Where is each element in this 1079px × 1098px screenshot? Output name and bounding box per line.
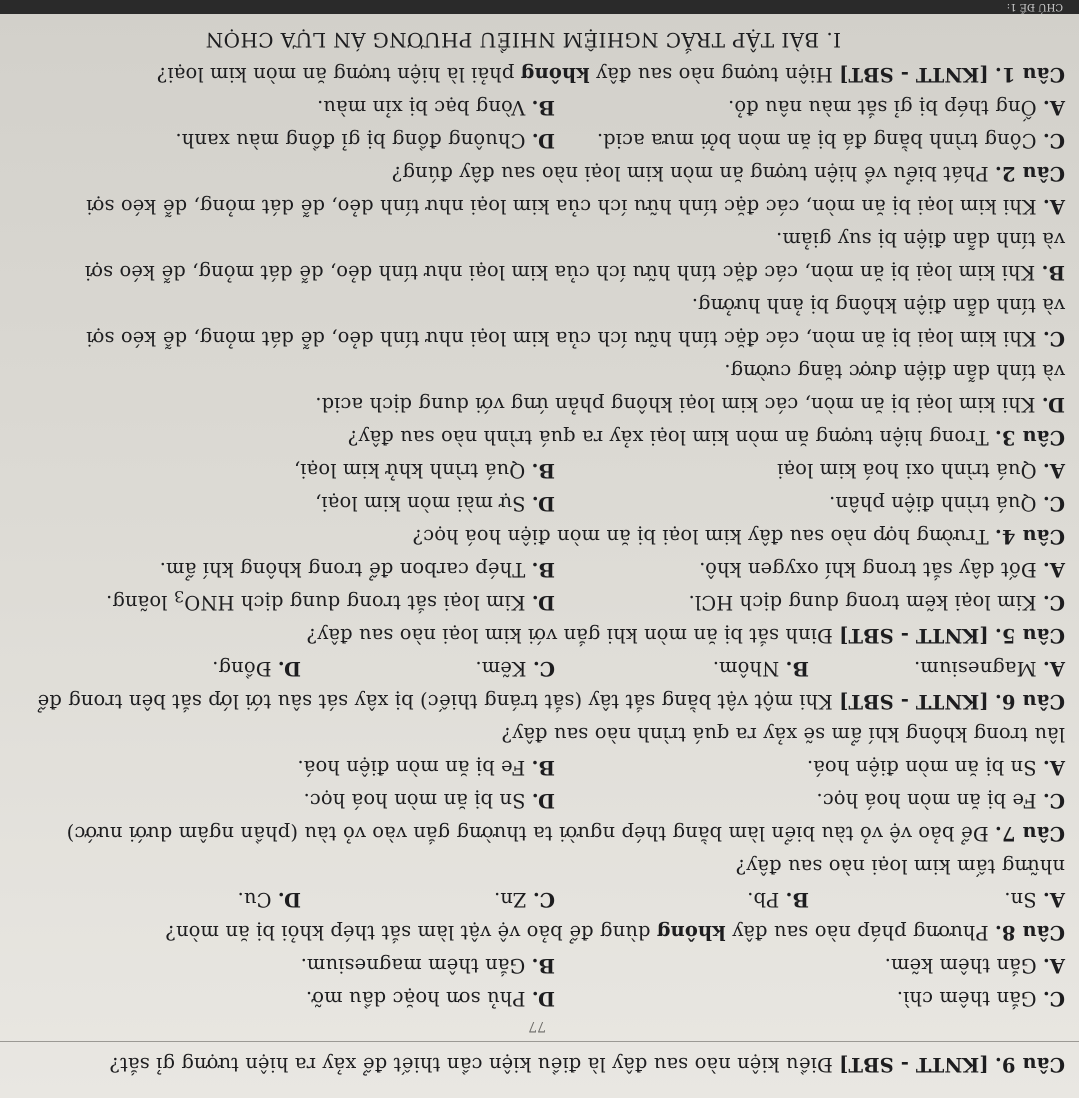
question-4-option-a: A. Đốt dây sắt trong khí oxygen khô. <box>699 558 1065 581</box>
question-6-stem-line-1: Câu 6. [KNTT - SBT] Khi một vật bằng sắt tây (sắt tráng thiếc) bị xây sát sâu tới lớp sắt bên trong để <box>37 690 1065 713</box>
question-8-option-a: A. Gắn thêm kẽm. <box>884 954 1065 977</box>
question-6-stem-line-2: lâu trong không khí ẩm sẽ xảy ra quá trình nào sau đây? <box>501 723 1065 746</box>
page-edge-rule <box>0 1041 1079 1042</box>
question-2-option-a-line-1: A. Khi kim loại bị ăn mòn, các đặc tính hữu ích của kim loại như tính dẻo, dễ dát mỏng, dễ kéo sợi <box>86 195 1065 218</box>
question-5-option-c: C. Kẽm. <box>475 657 555 680</box>
strip-text: CHỦ ĐỀ 1: <box>1006 1 1063 12</box>
question-6-option-d: D. Sn bị ăn mòn hoá học. <box>303 789 555 812</box>
question-7-option-b: B. Pb. <box>747 888 809 911</box>
question-3-stem: Câu 3. Trong hiện tượng ăn mòn kim loại xảy ra quá trình nào sau đây? <box>347 426 1065 449</box>
page-number: 77 <box>528 1018 546 1034</box>
question-5-option-d: D. Đồng. <box>212 657 301 680</box>
question-8-option-b: B. Gắn thêm magnesium. <box>300 954 555 977</box>
question-1-option-d: D. Chuông đồng bị gỉ đồng màu xanh. <box>175 129 555 152</box>
question-4-option-b: B. Thép carbon để trong không khí ẩm. <box>159 558 555 581</box>
question-3-option-d: D. Sự mài mòn kim loại, <box>315 492 555 515</box>
question-2-option-c-line-2: và tính dẫn điện được tăng cường. <box>724 360 1065 383</box>
question-8-stem <box>165 921 1065 944</box>
question-1-emphasis: không <box>520 63 590 86</box>
question-2-option-b-line-2: và tính dẫn điện không bị ảnh hưởng. <box>691 294 1065 317</box>
section-title: I. BÀI TẬP TRẮC NGHIỆM NHIỀU PHƯƠNG ÁN LỰA CHỌN <box>205 28 841 52</box>
question-8-option-d: D. Phủ sơn hoặc dầu mỡ. <box>305 987 555 1010</box>
question-1-text-a: Hiện tượng nào sau đây <box>596 63 833 86</box>
question-1-source: [KNTT - SBT] <box>839 63 989 86</box>
question-4-option-c: C. Kim loại kẽm trong dung dịch HCl. <box>688 591 1065 614</box>
top-dark-strip <box>0 0 1079 14</box>
question-4-option-d: D. Kim loại sắt trong dung dịch $HNO_3$ loãng. <box>105 587 555 614</box>
question-1-stem <box>157 63 1065 86</box>
question-7-stem-line-1: Câu 7. Để bảo vệ vỏ tàu biển làm bằng thép người ta thường gắn vào vỏ tàu (phần ngâm dưới nước) <box>66 822 1065 845</box>
question-5-option-a: A. Magnesium. <box>913 657 1065 680</box>
question-7-option-c: C. Zn. <box>493 888 555 911</box>
question-6-option-c: C. Fe bị ăn mòn hoá học. <box>816 789 1065 812</box>
question-2-option-c-line-1: C. Khi kim loại bị ăn mòn, các đặc tính hữu ích của kim loại như tính dẻo, dễ dát mỏng, dễ kéo sợi <box>86 327 1065 350</box>
question-8-emphasis: không <box>656 921 726 944</box>
question-5-stem: Câu 5. [KNTT - SBT] Đinh sắt bị ăn mòn khi gắn với kim loại nào sau đây? <box>306 624 1065 647</box>
question-6-option-b: B. Fe bị ăn mòn điện hoá. <box>297 756 555 779</box>
question-7-option-d: D. Cu. <box>237 888 301 911</box>
question-9-stem: Câu 9. [KNTT - SBT] Điều kiện nào sau đây là điều kiện cần thiết để xảy ra hiện tượng gỉ sắt? <box>109 1053 1065 1076</box>
question-2-option-a-line-2: và tính dẫn điện bị suy giảm. <box>775 228 1065 251</box>
question-1-option-a: A. Ống thép bị gỉ sắt màu nâu đỏ. <box>727 96 1065 119</box>
question-2-option-d: D. Khi kim loại bị ăn mòn, các kim loại không phản ứng với dung dịch acid. <box>315 393 1065 416</box>
question-1-option-b: B. Vòng bạc bị xỉn màu. <box>316 96 555 119</box>
question-8-option-c: C. Gắn thêm chì. <box>896 987 1065 1010</box>
question-5-option-b: B. Nhôm. <box>712 657 809 680</box>
question-8-text-b: dùng để bảo vệ vật làm sắt thép khỏi bị ăn mòn? <box>165 921 651 944</box>
question-7-stem-line-2: những tấm kim loại nào sau đây? <box>735 855 1065 878</box>
question-3-option-c: C. Quá trình điện phân. <box>828 492 1065 515</box>
question-2-option-b-line-1: B. Khi kim loại bị ăn mòn, các đặc tính hữu ích của kim loại như tính dẻo, dễ dát mỏng, dễ kéo sợi <box>84 261 1065 284</box>
question-1-text-b: phải là hiện tượng ăn mòn kim loại? <box>156 63 515 86</box>
question-3-option-a: A. Quá trình oxi hoá kim loại <box>777 459 1065 482</box>
question-8-label: Câu 8. <box>994 921 1065 944</box>
question-2-stem: Câu 2. Phát biểu về hiện tượng ăn mòn kim loại nào sau đây đúng? <box>391 162 1065 185</box>
question-6-option-a: A. Sn bị ăn mòn điện hoá. <box>806 756 1065 779</box>
question-8-text-a: Phương pháp nào sau đây <box>732 921 989 944</box>
question-1-option-c: C. Công trình bằng đá bị ăn mòn bởi mưa acid. <box>596 129 1065 152</box>
question-1-label: Câu 1. <box>994 63 1065 86</box>
question-3-option-b: B. Quá trình khử kim loại, <box>293 459 555 482</box>
question-7-option-a: A. Sn. <box>1004 888 1065 911</box>
question-4-stem: Câu 4. Trường hợp nào sau đây kim loại bị ăn mòn điện hoá học? <box>412 525 1065 548</box>
